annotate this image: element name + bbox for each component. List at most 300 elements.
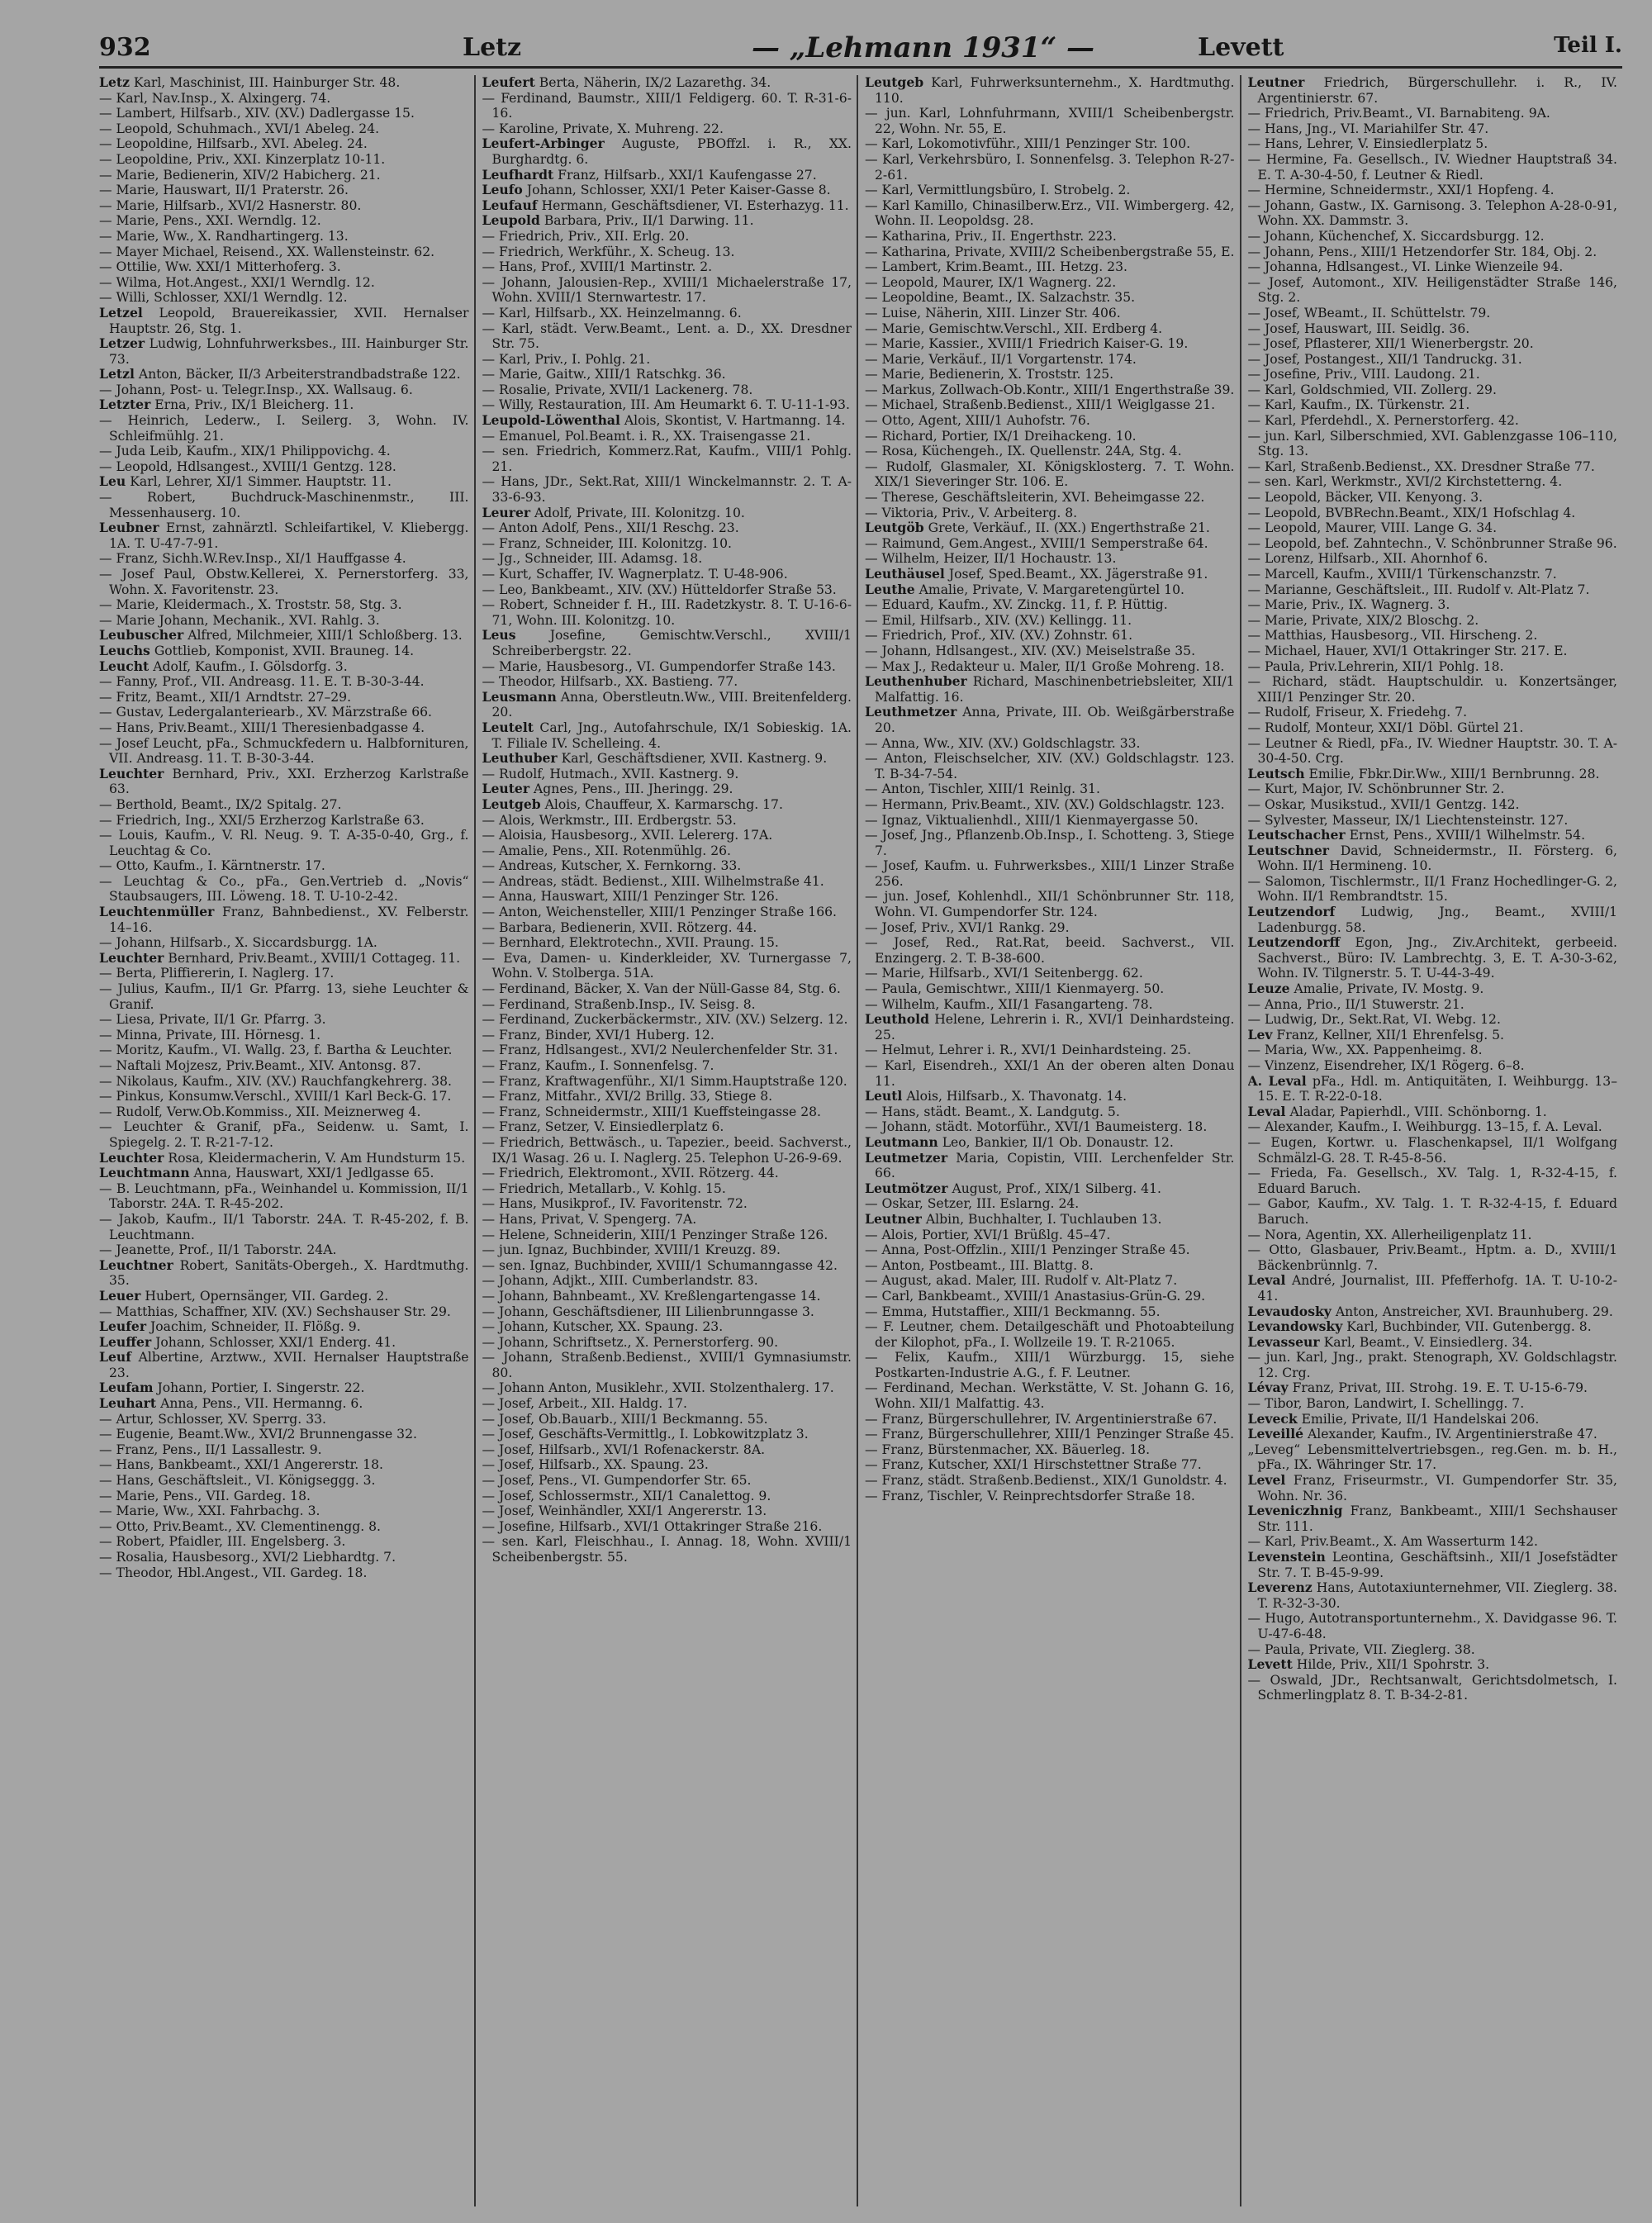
directory-entry [482,1396,852,1412]
directory-entry [865,397,1235,413]
entry-surname: Leutsch [1247,765,1305,781]
directory-entry [865,1228,1235,1243]
directory-entry [482,1519,852,1535]
entry-details: — Max J., Redakteur u. Maler, II/1 Große Mohreng. 18. [865,658,1225,674]
directory-entry [865,1489,1235,1504]
entry-surname: Leuthuber [482,750,558,767]
directory-entry [99,1151,469,1166]
entry-details: — sen. Ignaz, Buchbinder, XVIII/1 Schumanngasse 42. [482,1257,838,1273]
directory-entry [865,858,1235,889]
entry-details: Carl, Jng., Autofahrschule, IX/1 Sobieskig. 1A. T. Filiale IV. Schelleing. 4. [491,720,852,751]
entry-details: — Vinzenz, Eisendreher, IX/1 Rögerg. 6–8. [1247,1058,1525,1073]
entry-details: — Paula, Priv.Lehrerin, XII/1 Pohlg. 18. [1247,658,1504,674]
directory-entry [1248,259,1618,275]
entry-details: — Marie, Ww., XXI. Fahrbachg. 3. [99,1503,320,1519]
entry-details: — Emanuel, Pol.Beamt. i. R., XX. Traisengasse 21. [482,428,811,444]
entry-details: Alexander, Kaufm., IV. Argentinierstraße 47. [1308,1427,1597,1442]
entry-details: — Hans, Priv.Beamt., XIII/1 Theresienbadgasse 4. [99,720,425,735]
directory-entry [99,874,469,905]
entry-surname: Leufauf [482,197,538,213]
entry-details: — Josefine, Priv., VIII. Laudong. 21. [1247,367,1480,382]
directory-entry [1248,429,1618,459]
directory-entry [482,674,852,690]
directory-entry [482,136,852,167]
entry-details: Leontina, Geschäftsinh., XII/1 Josefstädter Str. 7. T. B-45-9-99. [1257,1550,1617,1580]
entry-details: — Ferdinand, Straßenb.Insp., IV. Seisg. 8. [482,996,756,1012]
entry-details: Joachim, Schneider, II. Flößg. 9. [150,1319,361,1335]
entry-details: — Sylvester, Masseur, IX/1 Liechtensteinstr. 127. [1247,812,1569,828]
entry-details: — Hans, Lehrer, V. Einsiedlerplatz 5. [1247,136,1488,152]
entry-details: — Alexander, Kaufm., I. Weihburgg. 13–15, f. A. Leval. [1247,1119,1602,1135]
entry-surname: Leuhart [99,1395,157,1412]
directory-entry [865,920,1235,936]
entry-details: — Emil, Hilfsarb., XIV. (XV.) Kellingg. 11. [865,612,1132,628]
directory-entry [99,1242,469,1258]
directory-entry [1248,1228,1618,1243]
entry-details: — Karl, städt. Verw.Beamt., Lent. a. D., XX. Dresdner Str. 75. [482,321,852,352]
entry-details: — Franz, Kraftwagenführ., XI/1 Simm.Hauptstraße 120. [482,1073,847,1089]
directory-entry [99,75,469,91]
directory-entry [482,1442,852,1458]
directory-entry [482,951,852,981]
directory-entry [482,1166,852,1181]
directory-entry [99,1442,469,1458]
entry-details: — Willi, Schlosser, XXI/1 Werndlg. 12. [99,290,348,306]
entry-surname: Leuthmetzer [865,704,957,720]
entry-details: — Anton, Fleischselcher, XIV. (XV.) Goldschlagstr. 123. T. B-34-7-54. [865,751,1235,781]
entry-details: Franz, Kellner, XII/1 Ehrenfelsg. 5. [1276,1027,1504,1043]
directory-entry [99,168,469,183]
directory-entry [482,1242,852,1258]
directory-entry [99,858,469,874]
entry-details: Karl, Buchbinder, VII. Gutenbergg. 8. [1346,1319,1592,1335]
entry-surname: Lev [1247,1026,1273,1043]
entry-details: — sen. Karl, Fleischhau., I. Annag. 18, Wohn. XVIII/1 Scheibenbergstr. 55. [482,1534,852,1565]
entry-details: Amalie, Private, V. Margaretengürtel 10. [919,582,1184,597]
directory-entry [865,613,1235,629]
entry-details: David, Schneidermstr., II. Försterg. 6, Wohn. II/1 Hermineng. 10. [1257,843,1617,874]
entry-details: Josef, Sped.Beamt., XX. Jägerstraße 91. [948,567,1208,582]
entry-surname: Leufo [482,182,523,198]
entry-details: — Karl, Lokomotivführ., XIII/1 Penzinger Str. 100. [865,136,1191,152]
directory-entry [865,106,1235,136]
entry-details: — Franz, Bürstenmacher, XX. Bäuerleg. 18. [865,1442,1151,1457]
entry-details: — Karoline, Private, X. Muhreng. 22. [482,121,724,136]
directory-entry [482,1258,852,1274]
entry-details: Grete, Verkäuf., II. (XX.) Engerthstraße 21. [928,520,1210,536]
directory-entry [865,1104,1235,1120]
entry-details: — Rudolf, Monteur, XXI/1 Döbl. Gürtel 21. [1247,720,1524,735]
entry-surname: Leutschner [1247,842,1330,858]
entry-details: Franz, Bankbeamt., XIII/1 Sechshauser Str. 111. [1257,1503,1617,1534]
entry-details: — Theodor, Hilfsarb., XX. Bastieng. 77. [482,674,738,690]
entry-details: Robert, Sanitäts-Obergeh., X. Hardtmuthg. 35. [109,1257,469,1289]
directory-entry [865,413,1235,429]
entry-details: — Mayer Michael, Reisend., XX. Wallensteinstr. 62. [99,244,435,259]
directory-entry [865,198,1235,229]
entry-details: — Josef, Hilfsarb., XX. Spaung. 23. [482,1457,709,1473]
entry-details: Josefine, Gemischtw.Verschl., XVIII/1 Schreiberbergstr. 22. [491,628,852,658]
directory-entry [865,797,1235,813]
entry-details: — Rudolf, Hutmach., XVII. Kastnerg. 9. [482,766,739,781]
entry-details: Karl, Fuhrwerksunternehm., X. Hardtmuthg. 110. [875,75,1235,106]
entry-details: Friedrich, Bürgerschullehr. i. R., IV. Argentinierstr. 67. [1257,75,1617,106]
directory-entry [482,858,852,874]
directory-entry [1248,121,1618,137]
directory-entry [482,1457,852,1473]
directory-entry [1248,1196,1618,1227]
entry-details: — Marie Johann, Mechanik., XVI. Rahlg. 3. [99,612,380,628]
entry-details: — Josef, Weinhändler, XXI/1 Angererstr. 13. [482,1503,767,1519]
directory-entry [99,91,469,107]
directory-entry [99,1258,469,1289]
entry-details: — Marie, Pens., VII. Gardeg. 18. [99,1488,311,1503]
entry-details: — Wilhelm, Kaufm., XII/1 Fasangarteng. 78. [865,996,1153,1012]
entry-surname: Letzl [99,366,135,382]
directory-entry [865,1089,1235,1104]
directory-entry [482,1028,852,1043]
directory-entry [99,690,469,705]
entry-details: Alfred, Milchmeier, XIII/1 Schloßberg. 13. [188,628,463,644]
directory-entry [1248,1273,1618,1304]
entry-details: — Anna, Hauswart, XIII/1 Penzinger Str. 126. [482,889,779,905]
entry-details: — Richard, Portier, IX/1 Dreihackeng. 10. [865,428,1137,444]
entry-details: „Leveg“ Lebensmittelvertriebsgen., reg.Gen. m. b. H., pFa., IX. Währinger Str. 17. [1247,1442,1617,1473]
entry-details: — Barbara, Bedienerin, XVII. Rötzerg. 44. [482,919,757,935]
entry-details: Aladar, Papierhdl., VIII. Schönborng. 1. [1289,1104,1547,1119]
entry-surname: Leu [99,473,126,490]
entry-surname: Levandowsky [1247,1318,1343,1335]
entry-details: — Anton, Tischler, XIII/1 Reinlg. 31. [865,781,1100,797]
directory-entry [865,981,1235,997]
entry-details: — Rosalia, Hausbesorg., XVI/2 Liebhardtg. 7. [99,1550,396,1565]
entry-surname: Leufert [482,75,535,90]
directory-entry [482,245,852,260]
entry-surname: Leval [1247,1103,1286,1119]
directory-entry [99,613,469,629]
entry-details: Ernst, Pens., XVIII/1 Wilhelmstr. 54. [1349,828,1586,843]
directory-entry [1248,1319,1618,1335]
directory-entry [1248,720,1618,736]
entry-details: — jun. Josef, Kohlenhdl., XII/1 Schönbrunner Str. 118, Wohn. VI. Gumpendorfer Str. 124. [865,889,1235,920]
directory-entry [482,813,852,829]
entry-details: — Carl, Bankbeamt., XVIII/1 Anastasius-Grün-G. 29. [865,1288,1206,1304]
directory-entry [99,306,469,336]
entry-details: Anna, Hauswart, XXI/1 Jedlgasse 65. [193,1166,434,1181]
entry-details: — Josef, Priv., XVI/1 Rankg. 29. [865,919,1070,935]
entry-details: — Friedrich, Priv.Beamt., VI. Barnabiteng. 9A. [1247,106,1550,121]
directory-entry [1248,1396,1618,1412]
directory-entry [865,1151,1235,1181]
directory-entry [482,551,852,567]
directory-entry [1248,1642,1618,1658]
entry-details: Adolf, Kaufm., I. Gölsdorfg. 3. [153,658,348,674]
entry-details: — Eugenie, Beamt.Ww., XVI/2 Brunnengasse 32. [99,1427,417,1442]
entry-details: — Alois, Werkmstr., III. Erdbergstr. 53. [482,812,737,828]
directory-entry [482,121,852,137]
entry-surname: Leveillé [1247,1426,1304,1442]
directory-entry [482,1212,852,1228]
entry-details: — Hans, Privat, V. Spengerg. 7A. [482,1211,697,1227]
directory-entry [1248,336,1618,352]
directory-entry [1248,352,1618,368]
directory-entry [1248,905,1618,935]
entry-details: — Franz, städt. Straßenb.Bedienst., XIX/1 Gunoldstr. 4. [865,1473,1227,1489]
entry-details: — Ferdinand, Baumstr., XIII/1 Feldigerg. 60. T. R-31-6-16. [482,90,852,121]
directory-entry [482,1043,852,1058]
entry-details: — Karl, Verkehrsbüro, I. Sonnenfelsg. 3. Telephon R-27-2-61. [865,151,1235,183]
directory-entry [1248,1119,1618,1135]
entry-details: — Viktoria, Priv., V. Arbeiterg. 8. [865,505,1078,520]
entry-surname: Leutner [865,1210,922,1227]
entry-surname: Leuchtmann [99,1165,190,1181]
directory-entry [1248,1135,1618,1166]
directory-entry [99,1457,469,1473]
entry-details: — Leopold, BVBRechn.Beamt., XIX/1 Hofschlag 4. [1247,505,1576,520]
entry-details: — Hans, städt. Beamt., X. Landgutg. 5. [865,1104,1120,1119]
directory-entry [99,767,469,797]
entry-details: Leo, Bankier, II/1 Ob. Donaustr. 12. [942,1134,1174,1150]
entry-details: Karl, Lehrer, XI/1 Simmer. Hauptstr. 11. [130,474,392,490]
entry-details: — Emma, Hutstaffier., XIII/1 Beckmanng. 55. [865,1304,1161,1319]
directory-entry [482,720,852,751]
entry-details: — Anton, Postbeamt., III. Blattg. 8. [865,1257,1094,1273]
entry-details: — Andreas, städt. Bedienst., XIII. Wilhelmstraße 41. [482,873,824,889]
directory-entry [482,367,852,382]
entry-details: Emilie, Private, II/1 Handelskai 206. [1301,1411,1540,1427]
entry-details: — Katharina, Private, XVIII/2 Scheibenbergstraße 55, E. [865,244,1235,259]
directory-entry [99,813,469,829]
entry-details: — Jeanette, Prof., II/1 Taborstr. 24A. [99,1242,337,1258]
directory-entry [482,874,852,890]
column-2 [482,75,859,2206]
entry-surname: Leus [482,627,516,644]
directory-entry [865,551,1235,567]
entry-details: — Jg., Schneider, III. Adamsg. 18. [482,551,703,567]
entry-details: — Nikolaus, Kaufm., XIV. (XV.) Rauchfangkehrerg. 38. [99,1073,452,1089]
entry-details: — Berthold, Beamt., IX/2 Spitalg. 27. [99,796,342,812]
directory-entry [99,935,469,951]
entry-details: — Josef, Arbeit., XII. Haldg. 17. [482,1396,687,1412]
directory-entry [1248,490,1618,506]
directory-entry [1248,736,1618,767]
entry-details: — Rudolf, Verw.Ob.Kommiss., XII. Meiznerweg 4. [99,1104,421,1119]
entry-details: — Johann, Gastw., IX. Garnisong. 3. Telephon A-28-0-91, Wohn. XX. Dammstr. 3. [1247,197,1617,229]
entry-details: Franz, Friseurmstr., VI. Gumpendorfer Str. 35, Wohn. Nr. 36. [1257,1473,1617,1503]
entry-details: — Juda Leib, Kaufm., XIX/1 Philippovichg. 4. [99,444,391,459]
page-number: 932 [99,33,151,62]
directory-entry [865,966,1235,981]
directory-entry [99,198,469,214]
directory-entry [865,429,1235,444]
directory-entry [99,1380,469,1396]
entry-surname: Leutgeb [482,796,541,812]
directory-entry [1248,874,1618,905]
entry-surname: Leufam [99,1380,154,1396]
directory-entry [482,582,852,598]
entry-details: — Karl, Nav.Insp., X. Alxingerg. 74. [99,90,331,106]
entry-surname: Leutmann [865,1133,938,1150]
directory-entry [99,659,469,675]
directory-entry [99,1489,469,1504]
directory-entry [99,490,469,520]
entry-details: — Josef, Kaufm. u. Fuhrwerksbes., XIII/1 Linzer Straße 256. [865,858,1235,889]
entry-details: — Friedrich, Prof., XIV. (XV.) Zohnstr. 61. [865,628,1133,644]
directory-entry [99,1043,469,1058]
directory-entry [1248,459,1618,475]
entry-details: — Katharina, Priv., II. Engerthstr. 223. [865,228,1117,244]
directory-entry [865,1258,1235,1274]
entry-surname: Leubner [99,520,159,536]
entry-details: — Marianne, Geschäftsleit., III. Rudolf v. Alt-Platz 7. [1247,582,1590,597]
directory-entry [1248,843,1618,874]
directory-entry [865,136,1235,152]
directory-entry [99,644,469,659]
entry-details: — B. Leuchtmann, pFa., Weinhandel u. Kommission, II/1 Taborstr. 24A. T. R-45-202. [99,1180,469,1212]
entry-details: — Leopold, bef. Zahntechn., V. Schönbrunner Straße 96. [1247,535,1617,551]
directory-entry [1248,1380,1618,1396]
entry-surname: Leutelt [482,719,534,735]
entry-details: — Helmut, Lehrer i. R., XVI/1 Deinhardsteing. 25. [865,1043,1192,1058]
directory-entry [865,1412,1235,1427]
directory-entry [99,1427,469,1442]
entry-details: — Ignaz, Viktualienhdl., XIII/1 Kienmayergasse 50. [865,812,1199,828]
entry-details: André, Journalist, III. Pfefferhofg. 1A. T. U-10-2-41. [1257,1273,1617,1304]
directory-entry [865,1181,1235,1197]
directory-entry [1248,628,1618,644]
entry-details: — Franz, Tischler, V. Reinprechtsdorfer Straße 18. [865,1488,1195,1503]
directory-entry [99,628,469,644]
entry-surname: Level [1247,1472,1286,1489]
directory-entry [482,843,852,859]
entry-details: — Andreas, Kutscher, X. Fernkorng. 33. [482,858,742,874]
directory-entry [865,245,1235,260]
directory-entry [865,628,1235,644]
entry-details: — Josef Leucht, pFa., Schmuckfedern u. Halbfornituren, VII. Andreasg. 11. T. B-30-3-44. [99,735,469,767]
directory-entry [1248,674,1618,705]
directory-entry [865,705,1235,735]
directory-entry [99,720,469,736]
directory-entry [99,474,469,490]
entry-details: Rosa, Kleidermacherin, V. Am Hundsturm 15. [168,1150,466,1166]
entry-details: — Nora, Agentin, XX. Allerheiligenplatz 11. [1247,1227,1532,1242]
directory-entry [99,1028,469,1043]
entry-details: — Friedrich, Metallarb., V. Kohlg. 15. [482,1180,726,1196]
entry-details: — Leopold, Hdlsangest., XVIII/1 Gentzg. 128. [99,458,396,474]
entry-details: — Otto, Priv.Beamt., XV. Clementinengg. 8. [99,1518,382,1534]
directory-entry [99,1304,469,1320]
entry-details: Barbara, Priv., II/1 Darwing. 11. [544,213,754,229]
directory-entry [482,1104,852,1120]
directory-entry [99,981,469,1012]
entry-surname: Levett [1247,1656,1293,1673]
entry-details: Karl, Geschäftsdiener, XVII. Kastnerg. 9. [561,751,828,767]
directory-entry [482,1012,852,1028]
entry-details: — Michael, Straßenb.Bedienst., XIII/1 Weiglgasse 21. [865,397,1216,413]
entry-details: — Josef, Hilfsarb., XVI/1 Rofenackerstr. 8A. [482,1442,766,1457]
entry-details: — Josef, Pflasterer, XII/1 Wienerbergstr. 20. [1247,336,1534,352]
directory-entry [865,1319,1235,1350]
directory-entry [482,506,852,521]
entry-details: — Louis, Kaufm., V. Rl. Neug. 9. T. A-35-0-40, Grg., f. Leuchtag & Co. [99,828,469,858]
directory-entry [1248,828,1618,843]
entry-surname: Leuchter [99,949,164,966]
directory-entry [1248,1074,1618,1104]
entry-surname: Leuffer [99,1333,152,1350]
entry-details: — F. Leutner, chem. Detailgeschäft und Photoabteilung der Kilophot, pFa., I. Wollzeile 19. T. R-21065. [865,1319,1235,1350]
directory-entry [99,1550,469,1565]
directory-entry [99,1289,469,1304]
directory-entry [1248,1473,1618,1503]
directory-entry [1248,75,1618,106]
directory-entry [99,1119,469,1150]
directory-entry [482,198,852,214]
entry-details: Hubert, Opernsänger, VII. Gardeg. 2. [145,1288,389,1304]
entry-details: — Leutner & Riedl, pFa., IV. Wiedner Hauptstr. 30. T. A-30-4-50. Crg. [1247,735,1617,767]
directory-entry [99,1565,469,1581]
entry-details: — Hans, Bankbeamt., XXI/1 Angererstr. 18. [99,1457,383,1473]
directory-entry [99,245,469,260]
entry-details: — Josefine, Hilfsarb., XVI/1 Ottakringer Straße 216. [482,1518,823,1534]
page-header [99,33,1622,69]
entry-surname: Letz [99,75,130,90]
directory-entry [482,520,852,536]
entry-surname: Leutzendorf [1247,904,1336,920]
directory-entry [865,367,1235,382]
entry-surname: Levenstein [1247,1549,1326,1565]
entry-details: Maria, Copistin, VIII. Lerchenfelder Str. 66. [875,1150,1235,1181]
entry-details: — Alois, Portier, XVI/1 Brüßlg. 45–47. [865,1227,1111,1242]
directory-entry [1248,152,1618,183]
entry-details: — Marie, Bedienerin, XIV/2 Habicherg. 21. [99,167,381,183]
entry-surname: Leupold [482,212,540,229]
directory-entry [865,259,1235,275]
entry-surname: Leuthe [865,581,915,597]
entry-details: — Karl, Pferdehdl., X. Pernerstorferg. 42. [1247,413,1519,429]
entry-details: Berta, Näherin, IX/2 Lazarethg. 34. [539,75,771,90]
directory-entry [482,75,852,91]
directory-entry [1248,1442,1618,1473]
directory-entry [99,520,469,551]
entry-details: — Salomon, Tischlermstr., II/1 Franz Hochedlinger-G. 2, Wohn. II/1 Rembrandtstr. 15. [1247,873,1617,905]
directory-entry [865,1304,1235,1320]
entry-details: — Ferdinand, Bäcker, X. Van der Nüll-Gasse 84, Stg. 6. [482,981,841,997]
entry-details: — Paula, Gemischtwr., XIII/1 Kienmayerg. 50. [865,981,1165,997]
entry-surname: Leubuscher [99,627,184,644]
entry-details: — Lorenz, Hilfsarb., XII. Ahornhof 6. [1247,551,1488,567]
entry-details: — Josef, Hauswart, III. Seidlg. 36. [1247,321,1470,336]
entry-details: — Johann, Schriftsetz., X. Pernerstorferg. 90. [482,1334,779,1350]
entry-details: Alois, Chauffeur, X. Karmarschg. 17. [544,796,783,812]
directory-entry [482,429,852,444]
directory-entry [865,536,1235,552]
directory-entry [99,106,469,121]
entry-details: — Karl, Kaufm., IX. Türkenstr. 21. [1247,397,1470,413]
directory-entry [865,275,1235,291]
entry-details: Auguste, PBOffzl. i. R., XX. Burghardtg. 6. [491,136,852,167]
entry-details: — Marie, Pens., XXI. Werndlg. 12. [99,213,321,229]
entry-details: — Leopold, Maurer, IX/1 Wagnerg. 22. [865,274,1117,290]
entry-details: — Anna, Post-Offzlin., XIII/1 Penzinger Straße 45. [865,1242,1190,1258]
directory-entry [99,551,469,567]
column-3 [865,75,1241,2206]
directory-entry [482,1489,852,1504]
directory-entry [865,459,1235,490]
entry-details: Gottlieb, Komponist, XVII. Brauneg. 14. [154,643,415,658]
directory-entry [1248,582,1618,598]
entry-details: — Ferdinand, Mechan. Werkstätte, V. St. Johann G. 16, Wohn. XII/1 Malfattig. 43. [865,1380,1235,1412]
entry-details: — Friedrich, Bettwäsch., u. Tapezier., beeid. Sachverst., IX/1 Wasag. 26 u. I. Naglerg. 25. Telephon U-26-9-69. [482,1134,852,1166]
